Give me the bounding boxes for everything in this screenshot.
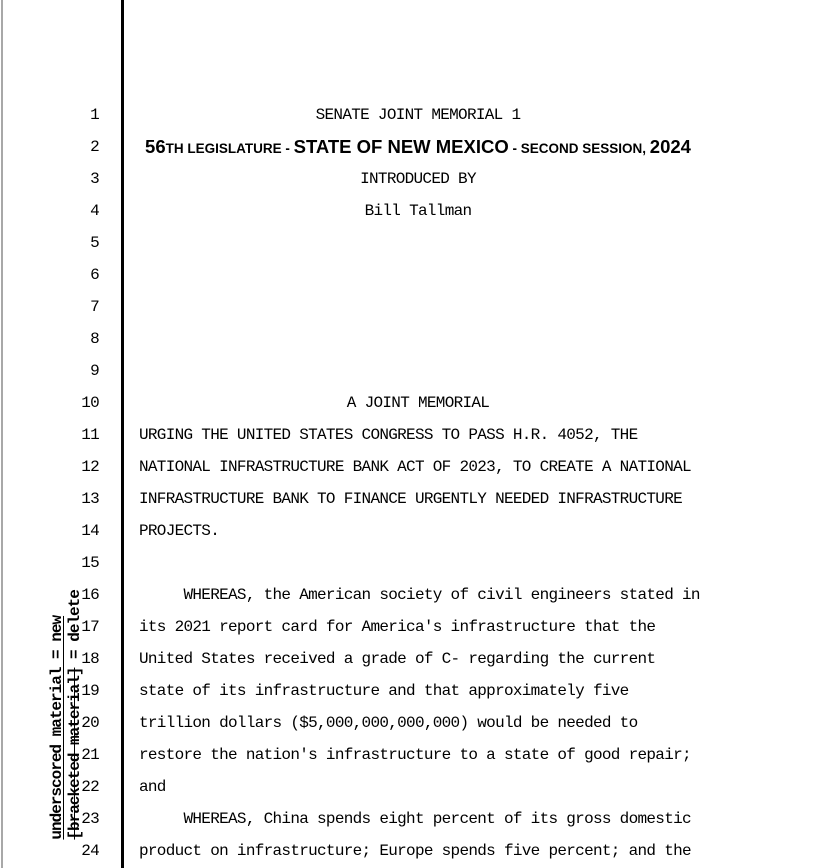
document-line: PROJECTS. — [139, 522, 220, 540]
line-number: 17 — [81, 618, 99, 636]
document-line: state of its infrastructure and that approximately five — [139, 682, 629, 700]
document-line — [139, 227, 697, 259]
document-line: A JOINT MEMORIAL — [346, 394, 490, 412]
line-number: 9 — [90, 362, 99, 380]
line-number: 22 — [81, 778, 99, 796]
document-line: its 2021 report card for America's infrastructure that the — [139, 618, 656, 636]
line-number: 3 — [90, 170, 99, 188]
line-number: 4 — [90, 202, 99, 220]
document-line — [139, 323, 697, 355]
header-segment: STATE OF NEW MEXICO — [293, 136, 509, 157]
header-segment: SECOND SESSION, — [520, 141, 650, 156]
line-number: 13 — [81, 490, 99, 508]
line-number: 12 — [81, 458, 99, 476]
document-line: United States received a grade of C- regarding the current — [139, 650, 656, 668]
session-header-line — [139, 131, 697, 163]
line-number: 11 — [81, 426, 99, 444]
line-number: 5 — [90, 234, 99, 252]
line-number: 15 — [81, 554, 99, 572]
line-number: 19 — [81, 682, 99, 700]
legend-bracketed-struck-text: [bracketed material] — [66, 667, 84, 840]
header-segment: TH LEGISLATURE — [165, 141, 282, 156]
line-number: 20 — [81, 714, 99, 732]
document-line: restore the nation's infrastructure to a state of good repair; — [139, 746, 691, 764]
document-line — [139, 547, 697, 579]
document-line: WHEREAS, the American society of civil engineers stated in — [139, 586, 700, 604]
document-line: WHEREAS, China spends eight percent of its gross domestic — [139, 810, 691, 828]
document-line: INTRODUCED BY — [360, 170, 476, 188]
line-number: 2 — [90, 138, 99, 156]
legend-bracketed-rest-text: = delete — [66, 590, 84, 668]
document-line — [139, 355, 697, 387]
header-segment: - — [281, 141, 294, 156]
legend-underscored-text: underscored material = new — [48, 615, 66, 840]
document-body — [139, 99, 700, 867]
document-line: URGING THE UNITED STATES CONGRESS TO PASS H.R. 4052, THE — [139, 426, 638, 444]
header-segment: 2024 — [649, 136, 691, 157]
line-number-column — [0, 99, 99, 867]
header-segment: 56 — [145, 136, 166, 157]
line-number: 18 — [81, 650, 99, 668]
header-segment: - — [508, 141, 521, 156]
document-line: NATIONAL INFRASTRUCTURE BANK ACT OF 2023, TO CREATE A NATIONAL — [139, 458, 691, 476]
document-line: Bill Tallman — [364, 202, 472, 220]
line-number: 14 — [81, 522, 99, 540]
margin-rule — [121, 0, 124, 868]
line-number: 16 — [81, 586, 99, 604]
line-number: 7 — [90, 298, 99, 316]
line-number: 21 — [81, 746, 99, 764]
line-number: 6 — [90, 266, 99, 284]
line-number: 8 — [90, 330, 99, 348]
document-line: and — [139, 778, 166, 796]
document-line: product on infrastructure; Europe spends five percent; and the — [139, 842, 691, 860]
document-line: INFRASTRUCTURE BANK TO FINANCE URGENTLY NEEDED INFRASTRUCTURE — [139, 490, 682, 508]
line-number: 10 — [81, 394, 99, 412]
document-line — [139, 259, 697, 291]
line-number: 1 — [90, 106, 99, 124]
line-number: 23 — [81, 810, 99, 828]
document-line: SENATE JOINT MEMORIAL 1 — [315, 106, 521, 124]
document-line: trillion dollars ($5,000,000,000,000) would be needed to — [139, 714, 638, 732]
line-number: 24 — [81, 842, 99, 860]
document-line — [139, 291, 697, 323]
